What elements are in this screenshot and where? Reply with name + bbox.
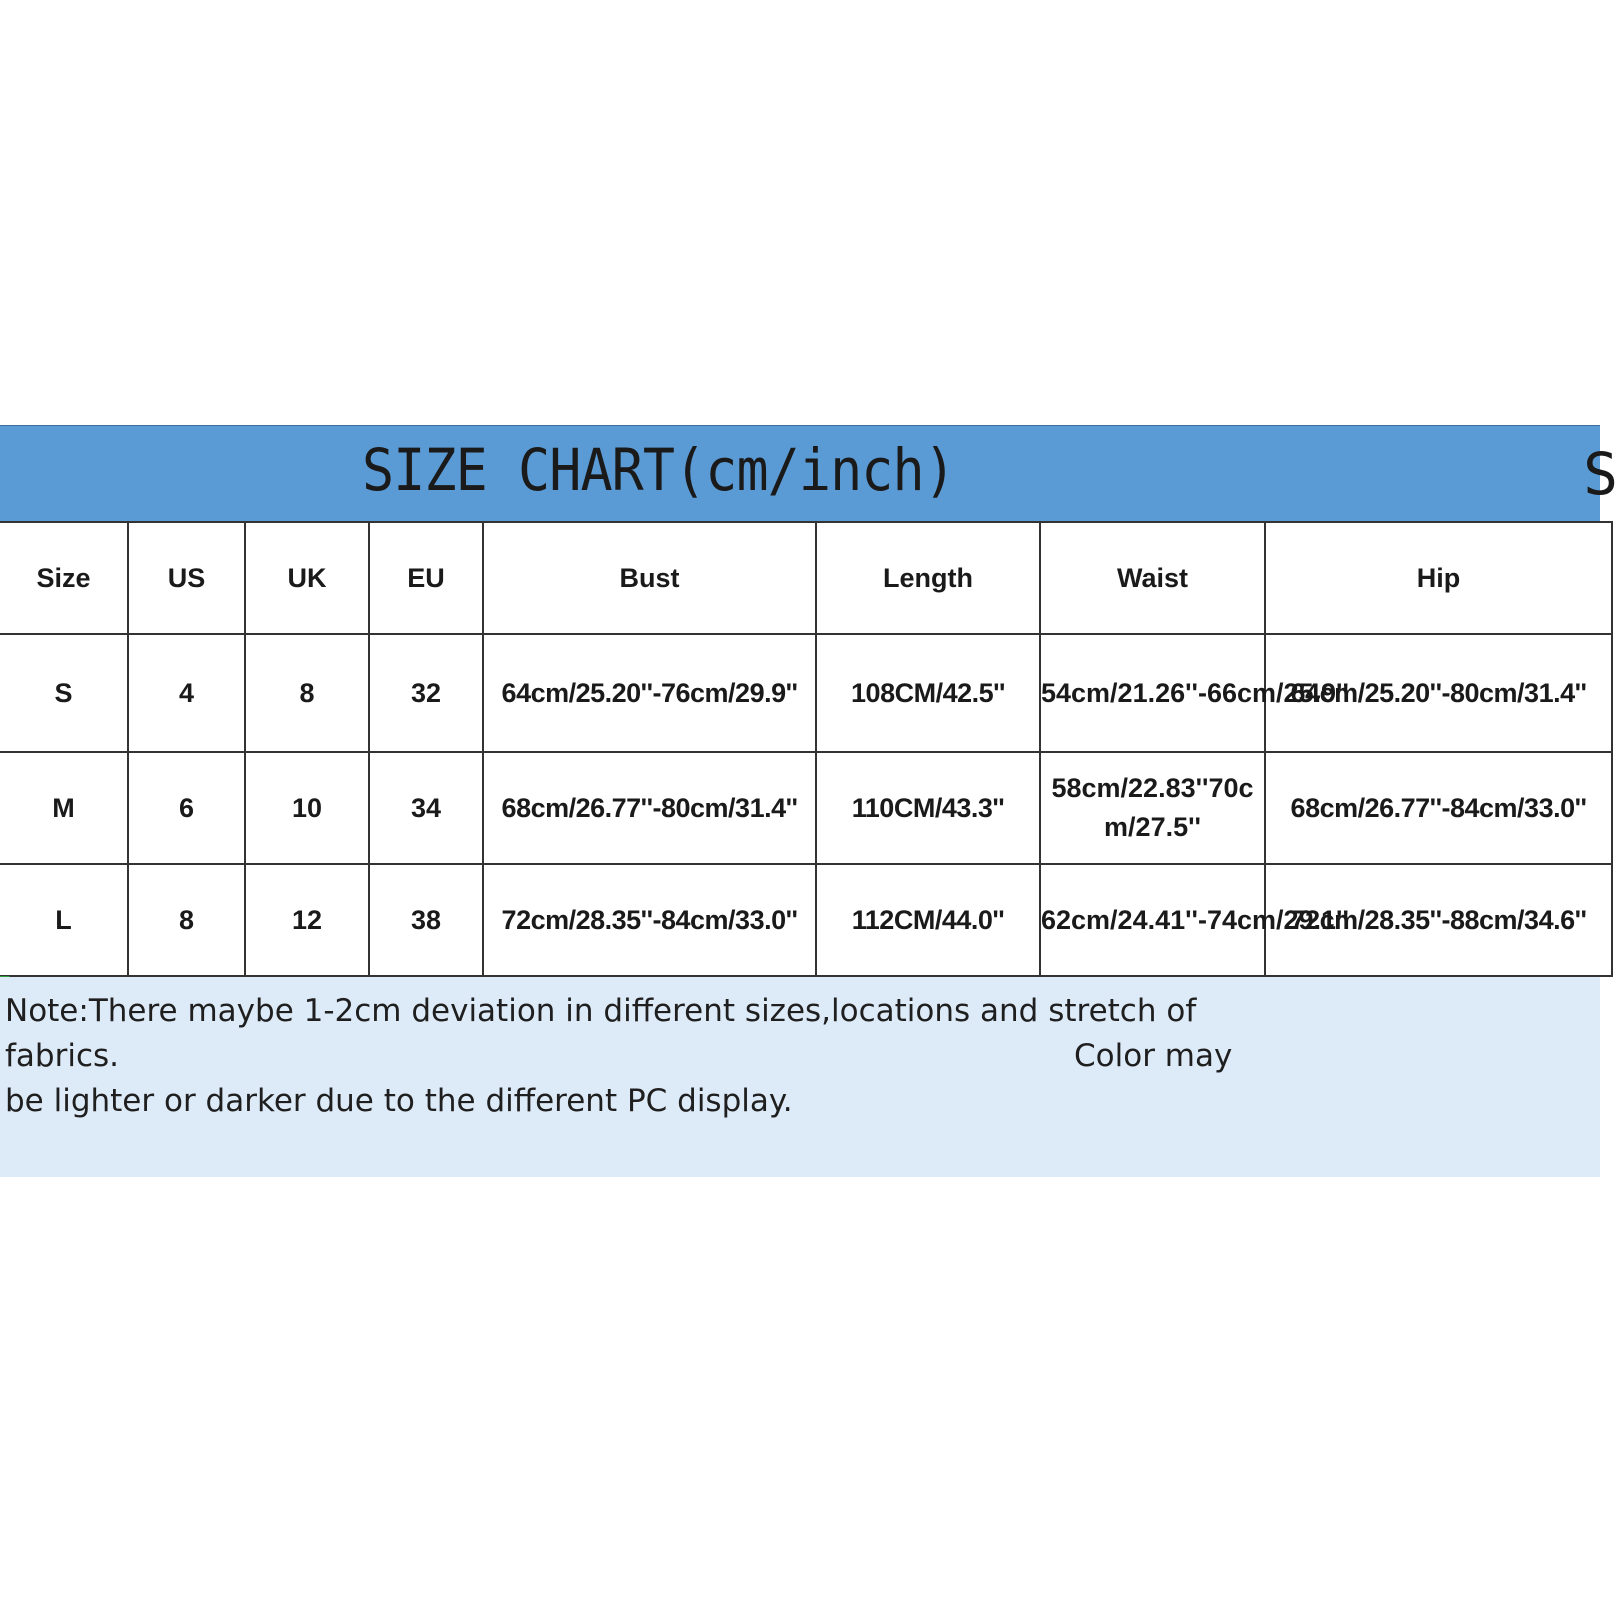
cell-length: 108CM/42.5'' — [816, 634, 1040, 752]
cell-eu: 38 — [369, 864, 483, 976]
cell-hip: 72cm/28.35''-88cm/34.6'' — [1265, 864, 1612, 976]
cell-size: S — [0, 634, 128, 752]
header-eu: EU — [369, 522, 483, 634]
size-chart-banner — [0, 425, 1618, 522]
header-bust: Bust — [483, 522, 816, 634]
cell-us: 6 — [128, 752, 245, 864]
cell-hip: 64cm/25.20''-80cm/31.4'' — [1265, 634, 1612, 752]
banner-edge-glyph: S — [1583, 440, 1618, 508]
table-row — [0, 752, 1612, 864]
table-header-row — [0, 522, 1612, 634]
header-hip: Hip — [1265, 522, 1612, 634]
cell-waist: 54cm/21.26''-66cm/25.9'' — [1040, 634, 1265, 752]
cell-hip: 68cm/26.77''-84cm/33.0'' — [1265, 752, 1612, 864]
header-size: Size — [0, 522, 128, 634]
banner-title: SIZE CHART(cm/inch) — [362, 436, 955, 504]
note-line-1: Note:There maybe 1-2cm deviation in different sizes,locations and stretch of — [5, 993, 1197, 1029]
table-row — [0, 864, 1612, 976]
cell-bust: 68cm/26.77''-80cm/31.4'' — [483, 752, 816, 864]
cell-length: 110CM/43.3'' — [816, 752, 1040, 864]
cell-uk: 12 — [245, 864, 369, 976]
cell-waist: 62cm/24.41''-74cm/29.1'' — [1040, 864, 1265, 976]
cell-eu: 32 — [369, 634, 483, 752]
cell-size: L — [0, 864, 128, 976]
header-waist: Waist — [1040, 522, 1265, 634]
cell-eu: 34 — [369, 752, 483, 864]
cell-us: 8 — [128, 864, 245, 976]
header-us: US — [128, 522, 245, 634]
cell-length: 112CM/44.0'' — [816, 864, 1040, 976]
cell-size: M — [0, 752, 128, 864]
note-line-2 — [5, 1034, 1600, 1079]
size-table — [0, 521, 1613, 977]
cell-uk: 8 — [245, 634, 369, 752]
note-line-2-end: Color may — [1074, 1038, 1233, 1074]
cell-uk: 10 — [245, 752, 369, 864]
cell-us: 4 — [128, 634, 245, 752]
header-uk: UK — [245, 522, 369, 634]
table-row — [0, 634, 1612, 752]
size-note — [0, 977, 1600, 1177]
note-line-3: be lighter or darker due to the different PC display. — [5, 1083, 793, 1119]
header-length: Length — [816, 522, 1040, 634]
note-line-2-start: fabrics. — [5, 1038, 119, 1074]
cell-bust: 72cm/28.35''-84cm/33.0'' — [483, 864, 816, 976]
cell-bust: 64cm/25.20''-76cm/29.9'' — [483, 634, 816, 752]
cell-waist: 58cm/22.83''70cm/27.5'' — [1040, 752, 1265, 864]
